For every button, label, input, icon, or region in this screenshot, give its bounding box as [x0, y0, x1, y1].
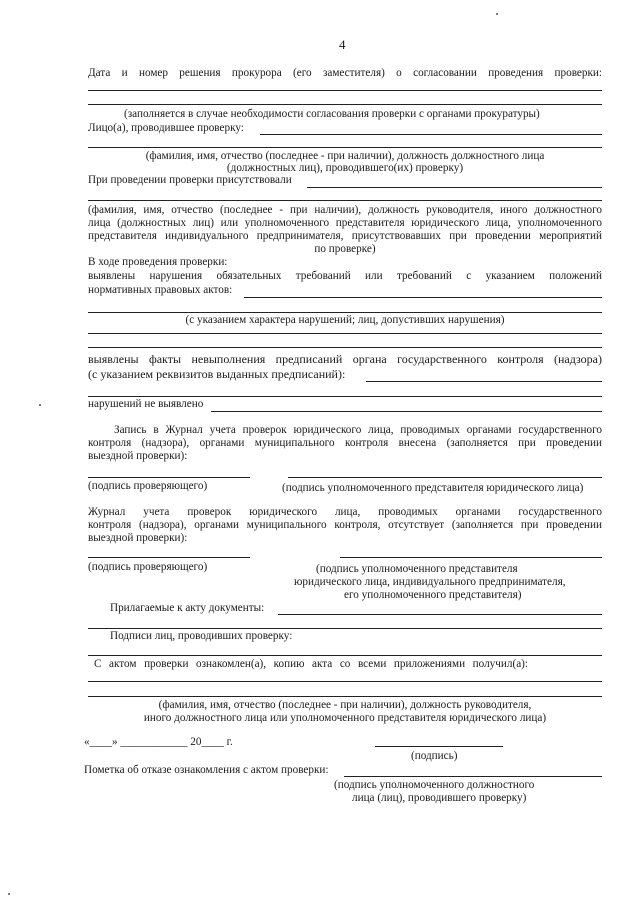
journal-record-text-3: выездной проверки): [88, 450, 188, 462]
signature-line [340, 557, 602, 558]
fill-line [88, 396, 602, 397]
scan-speck [496, 13, 498, 15]
fill-line [88, 333, 602, 334]
prescriptions-label-1: выявлены факты невыполнения предписаний органа государственного контроля (надзора) [88, 352, 602, 366]
scan-speck [8, 893, 10, 895]
official-signature-caption-2: лица (лиц), проводившего проверку) [352, 792, 527, 804]
inspection-course-label: В ходе проведения проверки: [88, 256, 228, 268]
scan-speck [39, 404, 41, 406]
prescriptions-label-2: (с указанием реквизитов выданных предписаний): [88, 367, 346, 381]
refusal-note-label: Пометка об отказе ознакомления с актом проверки: [84, 764, 329, 776]
present-persons-note-1: (фамилия, имя, отчество (последнее - при наличии), должность руководителя, иного должностного [88, 204, 602, 216]
representative-signature-caption-2: юридического лица, индивидуального предпринимателя, [294, 576, 566, 588]
fill-line [88, 628, 602, 629]
signature-line [375, 746, 503, 747]
fill-line [244, 297, 602, 298]
fill-line [260, 134, 602, 135]
violations-found-label: выявлены нарушения обязательных требований или требований с указанием положений [88, 270, 602, 282]
journal-absent-text-3: выездной проверки): [88, 532, 188, 544]
attached-documents-label: Прилагаемые к акту документы: [110, 602, 265, 614]
journal-absent-text-2: контроля (надзора), органами муниципального контроля, отсутствует (заполняется при проведении [88, 519, 602, 531]
inspectors-note-2: (должностных лиц), проводившего(их) проверку) [226, 162, 464, 174]
signature-line [288, 477, 602, 478]
present-persons-label: При проведении проверки присутствовали [88, 174, 292, 186]
signature-caption: (подпись) [411, 750, 458, 762]
fill-line [88, 312, 602, 313]
acquainted-note-1: (фамилия, имя, отчество (последнее - при наличии), должность руководителя, [158, 699, 532, 711]
fill-line [344, 776, 602, 777]
fill-line [88, 681, 602, 682]
present-persons-note-2: лица (должностных лиц) или уполномоченного представителя юридического лица, уполномоченного [88, 217, 602, 229]
journal-record-text-1: Запись в Журнал учета проверок юридического лица, проводимых органами государственного [114, 424, 602, 436]
legal-entity-signature-caption: (подпись уполномоченного представителя юридического лица) [282, 482, 584, 494]
fill-line [88, 200, 602, 201]
journal-record-text-2: контроля (надзора), органами муниципального контроля внесена (заполняется при проведении [88, 437, 602, 449]
inspector-signature-caption: (подпись проверяющего) [88, 480, 208, 492]
acquainted-note-2: иного должностного лица или уполномоченного представителя юридического лица) [143, 712, 547, 724]
inspector-signature-caption-2: (подпись проверяющего) [88, 561, 208, 573]
representative-signature-caption-3: его уполномоченного представителя) [344, 589, 522, 601]
signature-line [88, 477, 250, 478]
signature-line [88, 557, 250, 558]
normative-acts-label: нормативных правовых актов: [88, 284, 233, 296]
inspectors-signatures-label: Подписи лиц, проводивших проверку: [110, 630, 293, 642]
date-field: «____» ____________ 20____ г. [84, 736, 233, 748]
fill-line [211, 411, 602, 412]
fill-line [88, 347, 602, 348]
fill-line [88, 655, 602, 656]
prosecutor-agreement-note: (заполняется в случае необходимости согласования проверки с органами прокуратуры) [124, 108, 540, 120]
fill-line [88, 90, 602, 91]
fill-line [88, 147, 602, 148]
present-persons-note-4: по проверке) [314, 243, 376, 255]
violations-note: (с указанием характера нарушений; лиц, допустивших нарушения) [185, 314, 505, 326]
journal-absent-text-1: Журнал учета проверок юридического лица, проводимых органами государственного [88, 506, 602, 518]
fill-line [88, 104, 602, 105]
fill-line [366, 381, 602, 382]
official-signature-caption-1: (подпись уполномоченного должностного [334, 779, 535, 791]
no-violations-label: нарушений не выявлено [88, 398, 204, 410]
present-persons-note-3: представителя индивидуального предпринимателя, присутствовавших при проведении мероприятий [88, 230, 602, 242]
fill-line [278, 614, 602, 615]
inspectors-note-1: (фамилия, имя, отчество (последнее - при наличии), должность должностного лица [145, 150, 545, 162]
representative-signature-caption-1: (подпись уполномоченного представителя [316, 563, 518, 575]
acquainted-label: С актом проверки ознакомлен(а), копию акта со всеми приложениями получил(а): [94, 658, 528, 670]
fill-line [88, 696, 602, 697]
inspectors-label: Лицо(а), проводившее проверку: [88, 122, 244, 134]
prosecutor-agreement-label: Дата и номер решения прокурора (его заместителя) о согласовании проведения проверки: [88, 67, 602, 79]
page-number: 4 [339, 37, 346, 52]
fill-line [307, 187, 602, 188]
